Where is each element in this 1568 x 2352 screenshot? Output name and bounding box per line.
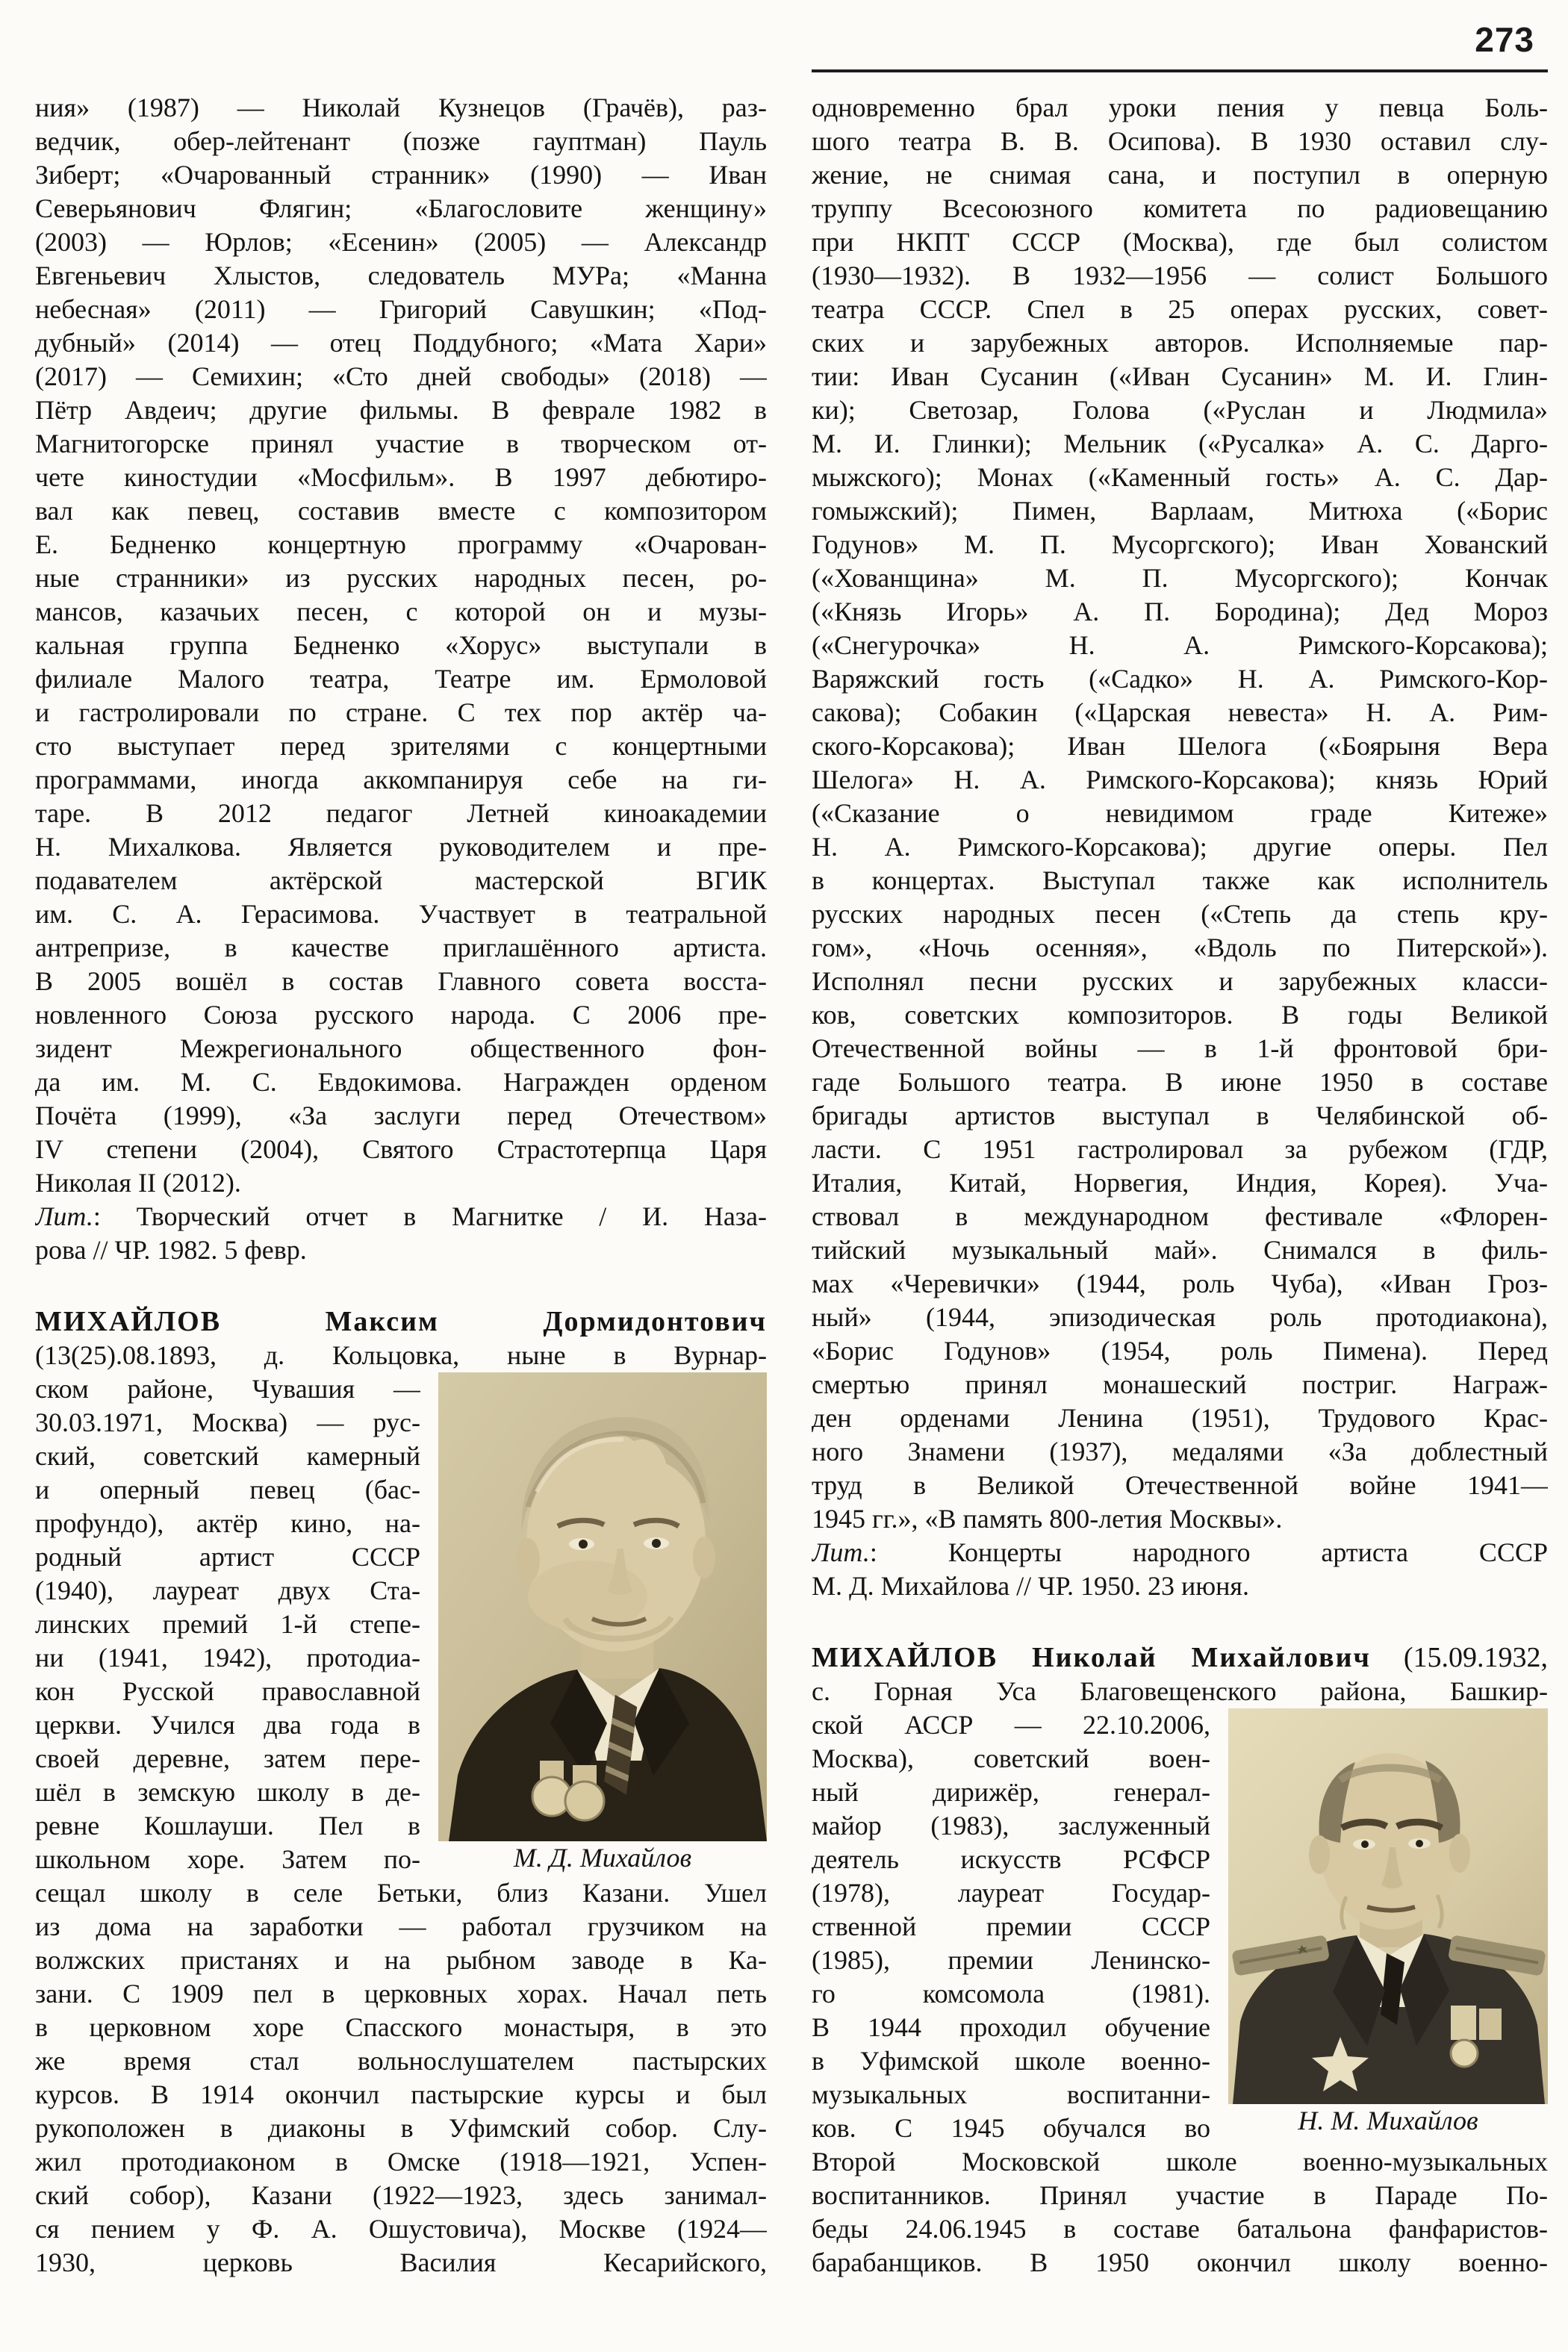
left-article-lines (35, 91, 767, 1267)
text-line: ков, советских композиторов. В годы Великой (812, 1000, 1548, 1030)
left-entry-lead-lines (35, 1339, 767, 1372)
text-line: Варяжский гость («Садко» Н. А. Римского-Кор- (812, 664, 1548, 694)
text-line: деятель искусств РСФСР (812, 1844, 1210, 1874)
right-entry-after-lines (812, 2145, 1548, 2280)
text-line: небесная» (2011) — Григорий Савушкин; «Под- (35, 294, 767, 324)
text-line: Годунов» М. П. Мусоргского); Иван Хованский (812, 529, 1548, 559)
text-line: в концертах. Выступал также как исполнитель (812, 865, 1548, 895)
text-line: ских и зарубежных авторов. Исполняемые пар- (812, 328, 1548, 358)
text-line: Зиберт; «Очарованный странник» (1990) — Иван (35, 160, 767, 190)
text-line: ственной премии СССР (812, 1911, 1210, 1941)
text-line: барабанщиков. В 1950 окончил школу военно- (812, 2247, 1548, 2277)
text-line: ни (1941, 1942), протодиа- (35, 1643, 420, 1673)
text-line: Второй Московской школе военно-музыкальных (812, 2147, 1548, 2177)
text-line: ния» (1987) — Николай Кузнецов (Грачёв), раз- (35, 93, 767, 122)
text-line: рова // ЧР. 1982. 5 февр. (35, 1235, 307, 1265)
text-line: Северьянович Флягин; «Благословите женщину» (35, 193, 767, 223)
text-line: мах «Черевички» (1944, роль Чуба), «Иван Гроз- (812, 1269, 1548, 1298)
text-line: труппу Всесоюзного комитета по радиовещанию (812, 193, 1548, 223)
text-line: сакова); Собакин («Царская невеста» Н. А. Рим- (812, 697, 1548, 727)
text-line: сещал школу в селе Бетьки, близ Казани. Ушел (35, 1878, 767, 1908)
text-line: го комсомола (1981). (812, 1979, 1210, 2009)
entry-heading-nm-mikhailov: МИХАЙЛОВ Николай Михайлович (15.09.1932, (812, 1642, 1548, 1673)
text-line: да им. М. С. Евдокимова. Награжден орденом (35, 1067, 767, 1097)
text-line: Евгеньевич Хлыстов, следователь МУРа; «Манна (35, 261, 767, 290)
left-column (35, 91, 767, 2280)
text-line: Н. Михалкова. Является руководителем и пре- (35, 832, 767, 862)
text-line: ской АССР — 22.10.2006, (812, 1710, 1210, 1740)
photo-figure-md-mikhailov (438, 1372, 767, 1875)
text-line: М. Д. Михайлова // ЧР. 1950. 23 июня. (812, 1571, 1249, 1601)
text-line: своей деревне, затем пере- (35, 1743, 420, 1773)
text-line: рукоположен в диаконы в Уфимский собор. Слу- (35, 2113, 767, 2143)
text-line: («Снегурочка» Н. А. Римского-Корсакова); (812, 630, 1548, 660)
text-line: ский, советский камерный (35, 1441, 420, 1471)
text-line: церкви. Учился два года в (35, 1710, 420, 1740)
text-line: зани. С 1909 пел в церковных хорах. Начал петь (35, 1979, 767, 2009)
text-line: (1985), премии Ленинско- (812, 1945, 1210, 1975)
text-line: воспитанников. Принял участие в Параде По- (812, 2180, 1548, 2210)
text-line: Шелога» Н. А. Римского-Корсакова); князь Юрий (812, 765, 1548, 794)
text-line: («Хованщина» М. П. Мусоргского); Кончак (812, 563, 1548, 593)
text-line: Отечественной войны — в 1-й фронтовой бри- (812, 1033, 1548, 1063)
text-line: Почёта (1999), «За заслуги перед Отечеством» (35, 1101, 767, 1130)
text-line: одновременно брал уроки пения у певца Боль- (812, 93, 1548, 122)
text-line: русских народных песен («Степь да степь кру- (812, 899, 1548, 929)
text-line: Москва), советский воен- (812, 1743, 1210, 1773)
text-line: программами, иногда аккомпанируя себе на ги- (35, 765, 767, 794)
text-line: жение, не снимая сана, и поступил в оперную (812, 160, 1548, 190)
text-line: (13(25).08.1893, д. Кольцовка, ныне в Вурнар- (35, 1340, 767, 1370)
text-line: труд в Великой Отечественной войне 1941— (812, 1470, 1548, 1500)
text-line: ский собор), Казани (1922—1923, здесь занимал- (35, 2180, 767, 2210)
photo-caption: Н. М. Михайлов (1298, 2106, 1478, 2135)
text-line: («Князь Игорь» А. П. Бородина); Дед Мороз (812, 597, 1548, 626)
text-line: IV степени (2004), Святого Страстотерпца Царя (35, 1134, 767, 1164)
text-line: шого театра В. В. Осипова). В 1930 оставил слу- (812, 126, 1548, 156)
text-line: ведчик, обер-лейтенант (позже гауптман) Пауль (35, 126, 767, 156)
text-line: тии: Иван Сусанин («Иван Сусанин» М. И. Глин- (812, 361, 1548, 391)
text-line: ные странники» из русских народных песен, ро- (35, 563, 767, 593)
text-line: Николая II (2012). (35, 1168, 241, 1198)
text-line: 1945 гг.», «В память 800-летия Москвы». (812, 1504, 1283, 1534)
text-line: Пётр Авдеич; другие фильмы. В феврале 1982 в (35, 395, 767, 425)
text-line: ки); Светозар, Голова («Руслан и Людмила» (812, 395, 1548, 425)
text-line: гаде Большого театра. В июне 1950 в составе (812, 1067, 1548, 1097)
text-line: ный дирижёр, генерал- (812, 1777, 1210, 1807)
text-line: майор (1983), заслуженный (812, 1811, 1210, 1841)
text-line: при НКПТ СССР (Москва), где был солистом (812, 227, 1548, 257)
text-line: В 2005 вошёл в состав Главного совета восста- (35, 966, 767, 996)
text-line: ного Знамени (1937), медалями «За доблестный (812, 1437, 1548, 1466)
text-line: Н. А. Римского-Корсакова); другие оперы. Пел (812, 832, 1548, 862)
right-column (812, 91, 1548, 2280)
text-line: беды 24.06.1945 в составе батальона фанфаристов- (812, 2214, 1548, 2244)
photo-caption: М. Д. Михайлов (513, 1843, 692, 1873)
text-line: гом», «Ночь осенняя», «Вдоль по Питерской»). (812, 933, 1548, 962)
text-line: Магнитогорске принял участие в творческом от- (35, 429, 767, 458)
text-line: (2003) — Юрлов; «Есенин» (2005) — Александр (35, 227, 767, 257)
text-line: Италия, Китай, Норвегия, Индия, Корея). Уча- (812, 1168, 1548, 1198)
text-line: мыжского); Монах («Каменный гость» А. С. Дар- (812, 462, 1548, 492)
text-line: ревне Кошлауши. Пел в (35, 1811, 420, 1841)
text-line: филиале Малого театра, Театре им. Ермоловой (35, 664, 767, 694)
text-line: «Борис Годунов» (1954, роль Пимена). Перед (812, 1336, 1548, 1366)
text-line: родный артист СССР (35, 1542, 420, 1572)
text-line: кон Русской православной (35, 1676, 420, 1706)
text-line: в Уфимской школе военно- (812, 2046, 1210, 2076)
text-line: волжских пристанях и на рыбном заводе в Ка- (35, 1945, 767, 1975)
text-line: профундо), актёр кино, на- (35, 1508, 420, 1538)
text-line: шёл в земскую школу в де- (35, 1777, 420, 1807)
right-entry-lead-lines (812, 1675, 1548, 1708)
text-line: из дома на заработки — работал грузчиком на (35, 1911, 767, 1941)
text-line: школьном хоре. Затем по- (35, 1844, 420, 1874)
text-line: вал как певец, составив вместе с композитором (35, 496, 767, 526)
right-entry-flow (812, 1708, 1548, 2280)
text-line: Е. Бедненко концертную программу «Очарован- (35, 529, 767, 559)
text-line: (1940), лауреат двух Ста- (35, 1575, 420, 1605)
text-line: ный» (1944, эпизодическая роль протодиакона), (812, 1302, 1548, 1332)
text-line: бригады артистов выступал в Челябинской об- (812, 1101, 1548, 1130)
text-line: же время стал вольнослушателем пастырских (35, 2046, 767, 2076)
text-line: антрепризе, в качестве приглашённого артиста. (35, 933, 767, 962)
text-line: сто выступает перед зрителями с концертными (35, 731, 767, 761)
photo-figure-nm-mikhailov (1228, 1708, 1548, 2138)
text-line: смертью принял монашеский постриг. Награж- (812, 1369, 1548, 1399)
text-line: дубный» (2014) — отец Поддубного; «Мата Хари» (35, 328, 767, 358)
text-line: в церковном хоре Спасского монастыря, в это (35, 2012, 767, 2042)
page-number: 273 (1475, 20, 1534, 59)
text-line: М. И. Глинки); Мельник («Русалка» А. С. Дарго- (812, 429, 1548, 458)
text-line: ском районе, Чувашия — (35, 1374, 420, 1404)
right-article-lines (812, 91, 1548, 1603)
text-line: Исполнял песни русских и зарубежных класси- (812, 966, 1548, 996)
text-line: 30.03.1971, Москва) — рус- (35, 1407, 420, 1437)
text-line: В 1944 проходил обучение (812, 2012, 1210, 2042)
text-line: (2017) — Семихин; «Сто дней свободы» (2018) — (35, 361, 767, 391)
left-entry-flow (35, 1372, 767, 2280)
text-line: ласти. С 1951 гастролировал за рубежом (ГДР, (812, 1134, 1548, 1164)
text-line: Лит.: Концерты народного артиста СССР (812, 1537, 1548, 1567)
text-line: курсов. В 1914 окончил пастырские курсы и был (35, 2079, 767, 2109)
text-line: ков. С 1945 обучался во (812, 2113, 1210, 2143)
text-line: таре. В 2012 педагог Летней киноакадемии (35, 798, 767, 828)
text-line: 1930, церковь Василия Кесарийского, (35, 2247, 767, 2277)
text-line: Лит.: Творческий отчет в Магнитке / И. Наза- (35, 1201, 767, 1231)
text-line: и гастролировали по стране. С тех пор актёр ча- (35, 697, 767, 727)
text-line: ся пением у Ф. А. Ошустовича), Москве (1924— (35, 2214, 767, 2244)
text-line: зидент Межрегионального общественного фон- (35, 1033, 767, 1063)
text-line: чете киностудии «Мосфильм». В 1997 дебютиро- (35, 462, 767, 492)
text-line: гомыжский); Пимен, Варлаам, Митюха («Борис (812, 496, 1548, 526)
text-line: мансов, казачьих песен, с которой он и музы- (35, 597, 767, 626)
text-line: ского-Корсакова); Иван Шелога («Боярыня Вера (812, 731, 1548, 761)
text-line: линских премий 1-й степе- (35, 1609, 420, 1639)
text-line: подавателем актёрской мастерской ВГИК (35, 865, 767, 895)
left-entry-after-lines (35, 1876, 767, 2280)
portrait-photo-nm-mikhailov (1228, 1708, 1548, 2104)
text-line: кальная группа Бедненко «Хорус» выступали в (35, 630, 767, 660)
text-line: (1930—1932). В 1932—1956 — солист Большого (812, 261, 1548, 290)
text-line: тийский музыкальный май». Снимался в филь- (812, 1235, 1548, 1265)
text-line: и оперный певец (бас- (35, 1475, 420, 1505)
text-line: им. С. А. Герасимова. Участвует в театральной (35, 899, 767, 929)
text-line: (1978), лауреат Государ- (812, 1878, 1210, 1908)
header-rule (812, 69, 1548, 72)
text-line: театра СССР. Спел в 25 операх русских, совет- (812, 294, 1548, 324)
text-line: ден орденами Ленина (1951), Трудового Крас- (812, 1403, 1548, 1433)
text-line: ствовал в международном фестивале «Флорен- (812, 1201, 1548, 1231)
text-line: жил протодиаконом в Омске (1918—1921, Успен- (35, 2147, 767, 2177)
text-line: с. Горная Уса Благовещенского района, Башкир- (812, 1676, 1548, 1706)
portrait-photo-md-mikhailov (438, 1372, 767, 1841)
text-line: новленного Союза русского народа. С 2006 пре- (35, 1000, 767, 1030)
text-line: («Сказание о невидимом граде Китеже» (812, 798, 1548, 828)
text-line: музыкальных воспитанни- (812, 2079, 1210, 2109)
entry-heading-md-mikhailov: МИХАЙЛОВ Максим Дормидонтович (35, 1306, 767, 1337)
